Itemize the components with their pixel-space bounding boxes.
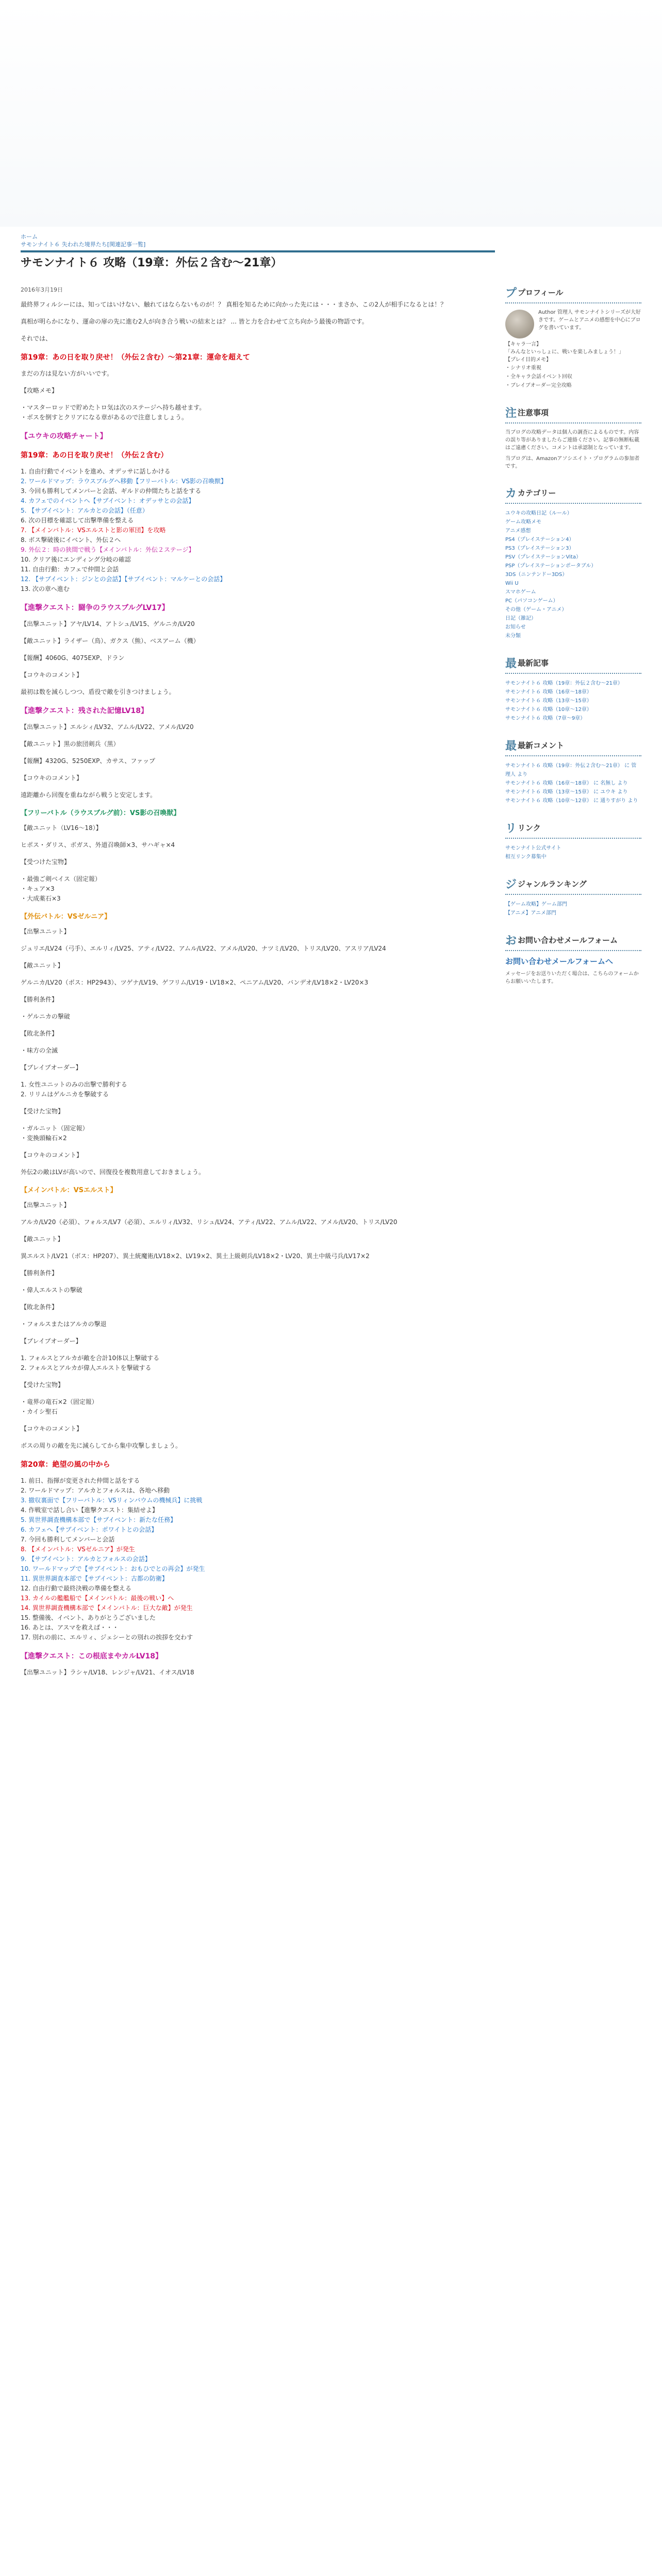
treasure-list — [21, 874, 495, 904]
battle-line: ヒポス・ダリス、ボガス、外道召喚師×3、サハギャ×4 — [21, 841, 175, 849]
widget-title-text: 注意事項 — [518, 408, 549, 417]
recent-comments-widget — [505, 737, 641, 805]
sidebar — [505, 284, 641, 1000]
category-link[interactable]: お知らせ — [505, 624, 526, 630]
battle-line: ・フォルスまたはアルカの撃退 — [21, 1320, 107, 1328]
list-item: 2. リリムはゲルニカを撃破する — [21, 1091, 109, 1098]
battle-line: 【敗北条件】 — [21, 1303, 58, 1311]
category-link[interactable]: Wii U — [505, 581, 519, 586]
heading-icon: 注 — [505, 407, 517, 420]
widget-title-text: 最新コメント — [518, 741, 565, 750]
post-body — [21, 300, 495, 1677]
quest-heading: 【進撃クエスト：残された記憶LV18】 — [21, 707, 148, 715]
widget-title — [505, 820, 641, 839]
list-item: 5. 異世界調査機構本部で【サブイベント：新たな任務】 — [21, 1516, 177, 1523]
chapter20-steps — [21, 1476, 495, 1642]
breadcrumb-category[interactable]: サモンナイト６ 失われた境界たち[関連記事一覧] — [21, 241, 146, 248]
category-link[interactable]: PSP（プレイステーションポータブル） — [505, 563, 597, 569]
post-date: 2016年3月19日 — [21, 286, 63, 293]
recent-post-link[interactable]: サモンナイト６ 攻略（13章〜15章） — [505, 698, 592, 704]
list-item: 2. ワールドマップ：ラウスブルグへ移動【フリーバトル：VS影の召喚獣】 — [21, 478, 227, 485]
battle-line: 【敵ユニット（LV16〜18）】 — [21, 824, 102, 832]
widget-title — [505, 932, 641, 951]
main-column — [21, 233, 495, 1685]
comment-link[interactable]: サモンナイト６ 攻略（13章〜15章） に ユウキ より — [505, 789, 628, 795]
external-link[interactable]: サモンナイト公式サイト — [505, 845, 561, 851]
chapter19-subheading: 第19章：あの日を取り戻せ！（外伝２含む） — [21, 451, 168, 460]
recent-post-link[interactable]: サモンナイト６ 攻略（7章〜9章） — [505, 716, 586, 721]
heading-icon: 最 — [505, 740, 517, 753]
battle-line: 【出撃ユニット】 — [21, 1201, 70, 1209]
side-battle-heading: 【外伝バトル：VSゼルニア】 — [21, 913, 111, 921]
widget-title — [505, 284, 641, 303]
list-item: 2. ワールドマップ：アルカとフォルスは、各地へ移動 — [21, 1487, 170, 1494]
heading-icon: 最 — [505, 657, 517, 670]
widget-title-text: プロフィール — [518, 288, 564, 297]
list-item: 14. 異世界調査機構本部で【メインバトル：巨大な敵】が発生 — [21, 1604, 193, 1612]
chapter19-heading: 第19章：あの日を取り戻せ！（外伝２含む）〜第21章：運命を超えて — [21, 353, 250, 362]
list-item: ・竜界の竜石×2（固定報） — [21, 1398, 98, 1405]
post-title: サモンナイト６ 攻略（19章：外伝２含む〜21章） — [21, 257, 283, 269]
order-list — [21, 1080, 495, 1099]
notice-extra: 当ブログは、Amazonアソシエイト・プログラムの参加者です。 — [505, 456, 640, 469]
notice-widget — [505, 404, 641, 470]
list-item: 8. ボス撃破後にイベント、外伝２へ — [21, 536, 121, 544]
recent-posts-widget — [505, 655, 641, 723]
breadcrumb — [21, 233, 495, 248]
battle-line: 【勝利条件】 — [21, 996, 58, 1003]
battle-line: 【受けた宝物】 — [21, 1381, 64, 1388]
widget-title — [505, 485, 641, 504]
ranking-widget — [505, 876, 641, 918]
list-item: 9. 【サブイベント：アルカとフォルスの会話】 — [21, 1555, 151, 1563]
profile-caption: 【キャラ一言】 — [505, 342, 541, 347]
treasure-list — [21, 1397, 495, 1417]
list-item: 5. 【サブイベント：アルカとの会話】（任意） — [21, 507, 148, 514]
quest-line: 【敵ユニット】ライザー（鳥）、ガクス（熊）、ベスアーム（機） — [21, 637, 200, 645]
widget-title — [505, 737, 641, 756]
list-item: 13. 次の章へ進む — [21, 585, 70, 592]
recent-post-link[interactable]: サモンナイト６ 攻略（19章：外伝２含む〜21章） — [505, 681, 623, 686]
list-item: 1. 前日、指揮が変更された仲間と話をする — [21, 1477, 140, 1484]
quest-heading: 【進撃クエスト：この根底まやカルLV18】 — [21, 1652, 163, 1660]
quest-line: 【報酬】4320G、5250EXP、カサス、ファップ — [21, 757, 156, 765]
battle-line: ・ゲルニカの撃破 — [21, 1013, 70, 1020]
free-battle-heading: 【フリーバトル（ラウスブルグ前）：VS影の召喚獣】 — [21, 809, 180, 817]
category-link[interactable]: その他（ゲーム・アニメ） — [505, 607, 567, 613]
widget-title — [505, 876, 641, 895]
list-item: 1. 女性ユニットのみの出撃で勝利する — [21, 1081, 127, 1088]
widget-title-text: お問い合わせメールフォーム — [518, 936, 618, 945]
battle-line: ジュリエ/LV24（弓手）、エルリィ/LV25、アティ/LV22、アムル/LV22、アメル/LV20、ナツミ/LV20、トリス/LV20、アスリア/LV24 — [21, 945, 386, 952]
list-item: 15. 整備後、イベント、ありがとうございました — [21, 1614, 156, 1621]
list-item: ・カイシ聖石 — [21, 1408, 58, 1415]
category-link[interactable]: アニメ感想 — [505, 528, 531, 534]
battle-line: 外伝2の敵はLVが高いので、回復役を複数用意しておきましょう。 — [21, 1168, 205, 1176]
list-item: 10. ワールドマップで【サブイベント：おもひでとの再会】が発生 — [21, 1565, 205, 1572]
category-link[interactable]: 3DS（ニンテンドー3DS） — [505, 572, 568, 578]
battle-line: 【敵ユニット】 — [21, 1235, 64, 1243]
quest-line: 【敵ユニット】黒の旅団剣兵（黒） — [21, 740, 120, 748]
categories-widget — [505, 485, 641, 640]
battle-line: 【敗北条件】 — [21, 1030, 58, 1037]
widget-title-text: リンク — [518, 823, 541, 833]
list-item: ・最強ご剣ベイス（固定報） — [21, 875, 101, 883]
widget-title — [505, 404, 641, 423]
list-item: 10. クリア後にエンディング分岐の確認 — [21, 556, 131, 563]
list-item: 12. 自由行動で最終決戦の準備を整える — [21, 1585, 131, 1592]
list-item: 16. あとは、アスマを救えば・・・ — [21, 1624, 119, 1631]
breadcrumb-home[interactable]: ホーム — [21, 233, 38, 240]
profile-body — [505, 309, 641, 390]
list-item: ・変換頭輪石×2 — [21, 1134, 67, 1142]
list-item: ・全キャラ会話イベント回収 — [505, 374, 572, 380]
battle-line: ・味方の全滅 — [21, 1047, 58, 1054]
battle-line: アルカ/LV20（必須）、フォルス/LV7（必須）、エルリィ/LV32、リシュ/LV24、アティ/LV22、アムル/LV22、アメル/LV20、トリス/LV20 — [21, 1218, 398, 1226]
main-battle-heading: 【メインバトル：VSエルスト】 — [21, 1187, 117, 1194]
list-item: 17. 別れの前に、エルリィ、ジェシーとの別れの挨拶を交わす — [21, 1634, 193, 1641]
avatar — [505, 310, 534, 338]
list-item: ・大成薬石×3 — [21, 895, 61, 902]
battle-line: 【ブレイブオーダー】 — [21, 1337, 82, 1345]
heading-icon: お — [505, 935, 517, 947]
category-link[interactable]: PSV（プレイステーションVita） — [505, 554, 582, 560]
header-banner — [0, 0, 662, 227]
profile-list — [505, 364, 641, 390]
battle-line: 【受けた宝物】 — [21, 1108, 64, 1115]
widget-title-text: ジャンルランキング — [518, 879, 587, 889]
list-item: 6. カフェへ【サブイベント：ポワイトとの会話】 — [21, 1526, 158, 1533]
category-link[interactable]: ゲーム攻略メモ — [505, 519, 541, 525]
link-list — [505, 844, 641, 861]
list-item: 4. 作戦室で話し合い【進撃クエスト：集結せよ】 — [21, 1506, 159, 1514]
heading-icon: プ — [505, 287, 517, 300]
ranking-list — [505, 900, 641, 918]
intro-paragraph: 最終界フィルシーには、知ってはいけない、触れてはならないものが！？ 真相を知るために向かった先には・・・まさか、この2人が相手になるとは！？ — [21, 301, 447, 308]
profile-text: Author 管理人 サモンナイトシリーズが大好きです。ゲームとアニメの感想を中心にブログを書いています。 — [538, 310, 641, 331]
list-item: 12. 【サブイベント：ジンとの会話】【サブイベント：マルケーとの会話】 — [21, 575, 226, 583]
list-item: 9. 外伝２：時の狭間で戦う【メインバトル：外伝２ステージ】 — [21, 546, 195, 553]
rule-list — [21, 403, 495, 422]
widget-title — [505, 655, 641, 674]
list-item: ・キュア×3 — [21, 885, 55, 892]
ranking-link[interactable]: 【アニメ】アニメ部門 — [505, 910, 556, 916]
category-link[interactable]: PC（パソコンゲーム） — [505, 598, 558, 604]
chart-heading: 【ユウキの攻略チャート】 — [21, 432, 107, 440]
list-item: ・シナリオ重視 — [505, 365, 541, 371]
list-item: 1. フォルスとアルカが敵を合計10体以上撃破する — [21, 1354, 160, 1362]
list-item: 7. 【メインバトル：VSエルストと影の軍団】を攻略 — [21, 527, 166, 534]
battle-line: 【コウキのコメント】 — [21, 1425, 83, 1432]
battle-line: 【出撃ユニット】 — [21, 928, 70, 935]
widget-title-text: カテゴリー — [518, 488, 556, 498]
comment-link[interactable]: サモンナイト６ 攻略（19章：外伝２含む〜21章） に 管理人 より — [505, 763, 637, 777]
quest-line: 【報酬】4060G、4075EXP、ドラン — [21, 654, 125, 662]
recent-list — [505, 679, 641, 723]
profile-section: 【プレイ目的メモ】 — [505, 357, 552, 363]
battle-line: 【ブレイブオーダー】 — [21, 1064, 82, 1071]
comment-link[interactable]: サモンナイト６ 攻略（10章〜12章） に 通りすがり より — [505, 798, 638, 804]
chapter20-heading: 第20章：絶望の風の中から — [21, 1461, 110, 1469]
list-item: 13. カイルの艦艦船で【メインバトル：最後の戦い】へ — [21, 1595, 174, 1602]
heading-icon: カ — [505, 487, 517, 500]
quest-line: 最初は数を減らしつつ、盾役で敵を引きつけましょう。 — [21, 688, 175, 696]
battle-line: ゲルニカ/LV20（ボス：HP2943）、ツゲナ/LV19、ゲフリム/LV19・LV18×2、ペニアム/LV20、バンデオ/LV18×2・LV20×3 — [21, 979, 369, 986]
intro-paragraph: 真相が明らかになり、運命の扉の先に進む2人が向き合う戦いの結末とは？ ... 皆と力を合わせて立ち向かう最後の物語です。 — [21, 318, 368, 325]
list-item: 1. 自由行動でイベントを進め、オデッサに話しかける — [21, 468, 171, 475]
mail-text: メッセージをお送りいただく場合は、こちらのフォームからお願いいたします。 — [505, 971, 639, 985]
quest-line: 【出撃ユニット】エルシィ/LV32、アムル/LV22、アメル/LV20 — [21, 723, 194, 731]
chapter19-steps — [21, 467, 495, 594]
quest-line: 【コウキのコメント】 — [21, 774, 83, 782]
quest-line: 【出撃ユニット】アヤ/LV14、アトシュ/LV15、ゲルニカ/LV20 — [21, 620, 195, 628]
list-item: 2. フォルスとアルカが偉人エルストを撃破する — [21, 1364, 152, 1371]
list-item: ・ブレイブオーダー完全攻略 — [505, 383, 572, 388]
comment-link[interactable]: サモンナイト６ 攻略（16章〜18章） に 名無し より — [505, 781, 628, 786]
list-item: 8. 【メインバトル：VSゼルニア】が発生 — [21, 1546, 135, 1553]
battle-line: ・偉人エルストの撃破 — [21, 1286, 82, 1294]
battle-line: 【敵ユニット】 — [21, 962, 64, 969]
spoiler-note: まだの方は見ない方がいいです。 — [21, 370, 113, 377]
battle-line: 【コウキのコメント】 — [21, 1151, 83, 1159]
notice-text: 当ブログの攻略データは個人の調査によるものです。内容の誤り等がありましたらご連絡ください。記事の無断転載はご遠慮ください。コメントは承認制となっています。 — [505, 430, 639, 451]
category-link[interactable]: PS4（プレイステーション4） — [505, 537, 574, 543]
category-list — [505, 509, 641, 640]
category-link[interactable]: ユウキの攻略日記（ルール） — [505, 511, 572, 516]
category-link[interactable]: PS3（プレイステーション3） — [505, 546, 574, 551]
external-link[interactable]: 相互リンク募集中 — [505, 854, 547, 860]
battle-line: 異エルスト/LV21（ボス：HP207）、異土統魔術/LV18×2、LV19×2、異土上級剣兵/LV18×2・LV20、異土中級弓兵/LV17×2 — [21, 1252, 370, 1260]
category-link[interactable]: スマホゲーム — [505, 589, 536, 595]
treasure-list — [21, 1124, 495, 1143]
list-item: ・ガルニット（固定報） — [21, 1125, 89, 1132]
recent-post-link[interactable]: サモンナイト６ 攻略（16章〜18章） — [505, 689, 592, 695]
list-item: ・マスターロッドで貯めたトロ気は次のステージへ持ち越せます。 — [21, 404, 206, 411]
mail-form-link[interactable]: お問い合わせメールフォームへ — [505, 957, 613, 966]
list-item: 11. 自由行動：カフェで仲間と会話 — [21, 566, 119, 573]
list-item: 4. カフェでのイベントへ【サブイベント：オデッサとの会話】 — [21, 497, 195, 504]
title-rule — [21, 250, 495, 252]
quest-line: 【出撃ユニット】ラシャ/LV18、レンジャ/LV21、イオス/LV18 — [21, 1669, 194, 1676]
list-item: 7. 今回も勝利してメンバーと会話 — [21, 1536, 115, 1543]
rule-label: 【攻略メモ】 — [21, 387, 58, 394]
recent-post-link[interactable]: サモンナイト６ 攻略（10章〜12章） — [505, 707, 592, 713]
quest-line: 遠距離から回復を重ねながら戦うと安定します。 — [21, 791, 157, 799]
links-widget — [505, 820, 641, 861]
category-link[interactable]: 未分類 — [505, 633, 521, 639]
quest-line: 【コウキのコメント】 — [21, 671, 83, 679]
battle-line: 【受つけた宝物】 — [21, 858, 71, 866]
ranking-link[interactable]: 【ゲーム攻略】ゲーム部門 — [505, 902, 567, 907]
heading-icon: ジ — [505, 878, 517, 891]
profile-bio: 「みんなといっしょに、戦いを楽しみましょう！」 — [505, 349, 624, 355]
list-item: 11. 異世界調査本部で【サブイベント：古都の防衛】 — [21, 1575, 168, 1582]
category-link[interactable]: 日記（雑記） — [505, 616, 536, 621]
comment-list — [505, 761, 641, 805]
widget-title-text: 最新記事 — [518, 658, 549, 668]
battle-line: 【勝利条件】 — [21, 1269, 58, 1277]
mail-widget — [505, 932, 641, 986]
list-item: 6. 次の目標を確認して出撃準備を整える — [21, 517, 134, 524]
notice-body — [505, 429, 641, 470]
list-item: ・ボスを倒すとクリアになる章があるので注意しましょう。 — [21, 414, 188, 421]
quest-heading: 【進撃クエスト：闘争のラウスブルグLV17】 — [21, 604, 169, 612]
intro-paragraph: それでは、 — [21, 335, 52, 342]
order-list — [21, 1353, 495, 1373]
battle-line: ボスの周りの敵を先に減らしてから集中攻撃しましょう。 — [21, 1442, 182, 1449]
profile-widget — [505, 284, 641, 390]
list-item: 3. 撤収裏面で【フリーバトル：VSリィンバウムの機械兵】に挑戦 — [21, 1497, 203, 1504]
list-item: 3. 今回も勝利してメンバーと会話、ギルドの仲間たちと話をする — [21, 487, 202, 495]
heading-icon: リ — [505, 822, 517, 835]
